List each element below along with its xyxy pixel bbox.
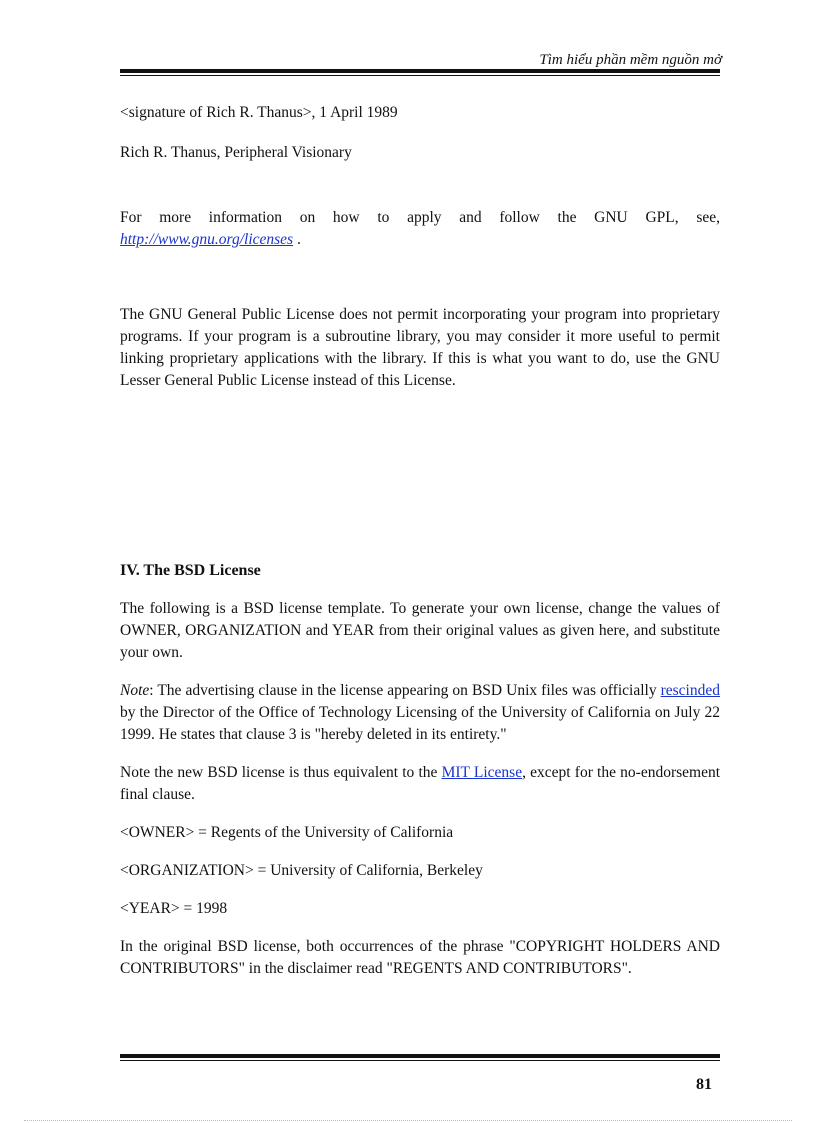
- footer-rule: [120, 1054, 720, 1061]
- year-line: <YEAR> = 1998: [120, 900, 228, 917]
- page-content: [120, 100, 720, 980]
- running-header: Tìm hiểu phần mềm nguồn mở: [539, 52, 722, 68]
- owner-line: <OWNER> = Regents of the University of California: [120, 824, 454, 841]
- organization-line: <ORGANIZATION> = University of California, Berkeley: [120, 862, 483, 879]
- gpl-paragraph: The GNU General Public License does not permit incorporating your program into proprietary programs. If your program is a subroutine library, you may consider it more useful to permit linking proprietary applications with the library. If this is what you want to do, use the GNU Lesser General Public License instead of this License.: [120, 306, 720, 389]
- mit-text-before: Note the new BSD license is thus equivalent to the: [120, 764, 442, 781]
- bsd-intro-paragraph: The following is a BSD license template. To generate your own license, change the values of OWNER, ORGANIZATION and YEAR from their original values as given here, and substitute your own.: [120, 600, 720, 661]
- page-number: 81: [696, 1076, 712, 1093]
- mit-license-link[interactable]: MIT License: [441, 764, 523, 781]
- mit-text-after: , except for the no-endorsement final clause.: [120, 764, 721, 803]
- note-label: Note: [120, 682, 150, 699]
- header-rule: [120, 69, 720, 76]
- info-end: .: [293, 231, 301, 248]
- info-paragraph: [120, 207, 720, 251]
- note-text-after: by the Director of the Office of Technology Licensing of the University of California on July 22 1999. He states that clause 3 is "hereby deleted in its entirety.": [120, 704, 720, 743]
- signature-line: <signature of Rich R. Thanus>, 1 April 1989: [120, 104, 398, 121]
- rescinded-link[interactable]: rescinded: [660, 682, 720, 699]
- signer-line: Rich R. Thanus, Peripheral Visionary: [120, 144, 352, 161]
- closing-paragraph: In the original BSD license, both occurrences of the phrase "COPYRIGHT HOLDERS AND CONTRIBUTORS" in the disclaimer read "REGENTS AND CONTRIBUTORS".: [120, 938, 720, 977]
- info-text: For more information on how to apply and follow the GNU GPL, see,: [120, 209, 720, 226]
- page-edge-dotted-line: [24, 1120, 792, 1121]
- note-text-before: : The advertising clause in the license appearing on BSD Unix files was officially: [149, 682, 661, 699]
- gnu-licenses-link[interactable]: http://www.gnu.org/licenses: [120, 231, 294, 248]
- section-heading: IV. The BSD License: [120, 562, 261, 579]
- note-paragraph: [120, 680, 720, 746]
- mit-paragraph: [120, 762, 720, 806]
